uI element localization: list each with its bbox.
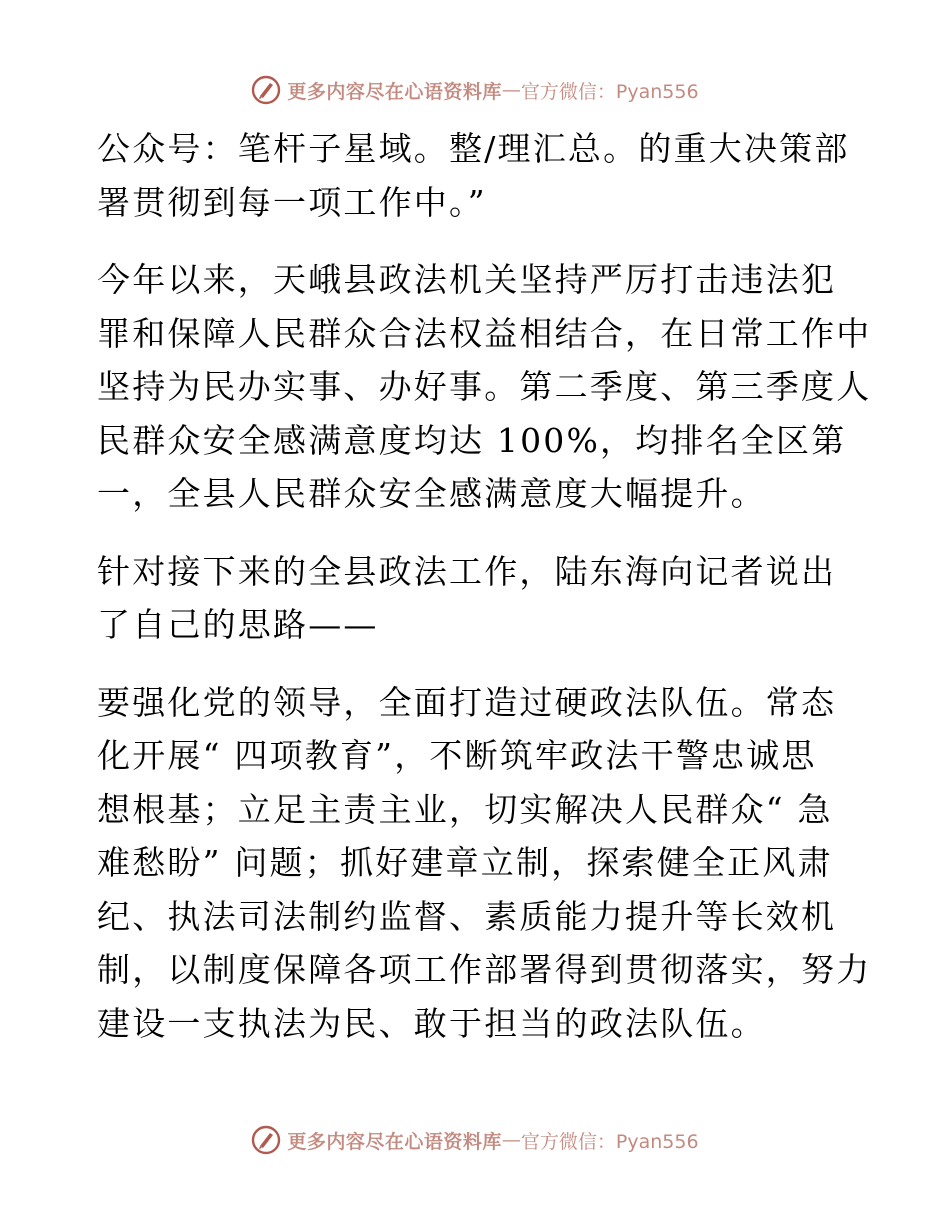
text-line: 署贯彻到每一项工作中。” — [97, 182, 487, 222]
paragraph — [97, 122, 857, 229]
text-line: 一，全县人民群众安全感满意度大幅提升。 — [97, 474, 766, 513]
text-line: 化开展“ 四项教育”，不断筑牢政法干警忠诚思 — [97, 736, 817, 775]
text-line: 建设一支执法为民、敢于担当的政法队伍。 — [97, 1003, 766, 1043]
text-line: 公众号：笔杆子星域。整/理汇总。的重大决策部 — [97, 129, 850, 168]
text-line: 要强化党的领导，全面打造过硬政法队伍。常态 — [97, 682, 837, 722]
text-line: 罪和保障人民群众合法权益相结合，在日常工作中 — [97, 313, 872, 353]
text-line: 了自己的思路—— — [97, 605, 379, 644]
pen-logo-icon — [251, 1125, 281, 1155]
paragraph — [97, 253, 872, 521]
watermark-site-text: 更多内容尽在心语资料库 — [287, 1130, 502, 1153]
document-body — [97, 122, 872, 1074]
pen-logo-icon — [251, 75, 281, 105]
paragraph — [97, 676, 872, 1051]
text-line: 难愁盼” 问题；抓好建章立制，探索健全正风肃 — [97, 843, 833, 882]
watermark-site-text: 更多内容尽在心语资料库 — [287, 80, 502, 103]
text-line: 纪、执法司法制约监督、素质能力提升等长效机 — [97, 896, 837, 936]
text-line: 民群众安全感满意度均达 100%，均排名全区第 — [97, 420, 847, 460]
watermark-separator: — — [501, 1129, 521, 1151]
text-line: 制，以制度保障各项工作部署得到贯彻落实，努力 — [97, 950, 872, 989]
text-line: 想根基；立足主责主业，切实解决人民群众“ 急 — [97, 789, 833, 829]
text-line: 针对接下来的全县政法工作，陆东海向记者说出 — [97, 551, 837, 591]
watermark-wechat-text: 官方微信：Pyan556 — [520, 80, 699, 103]
watermark-separator: — — [501, 79, 521, 101]
text-line: 坚持为民办实事、办好事。第二季度、第三季度人 — [97, 367, 872, 406]
paragraph — [97, 545, 857, 652]
watermark-wechat-text: 官方微信：Pyan556 — [520, 1130, 699, 1153]
header-watermark — [0, 70, 950, 110]
footer-watermark — [0, 1120, 950, 1160]
text-line: 今年以来，天峨县政法机关坚持严厉打击违法犯 — [97, 260, 837, 299]
